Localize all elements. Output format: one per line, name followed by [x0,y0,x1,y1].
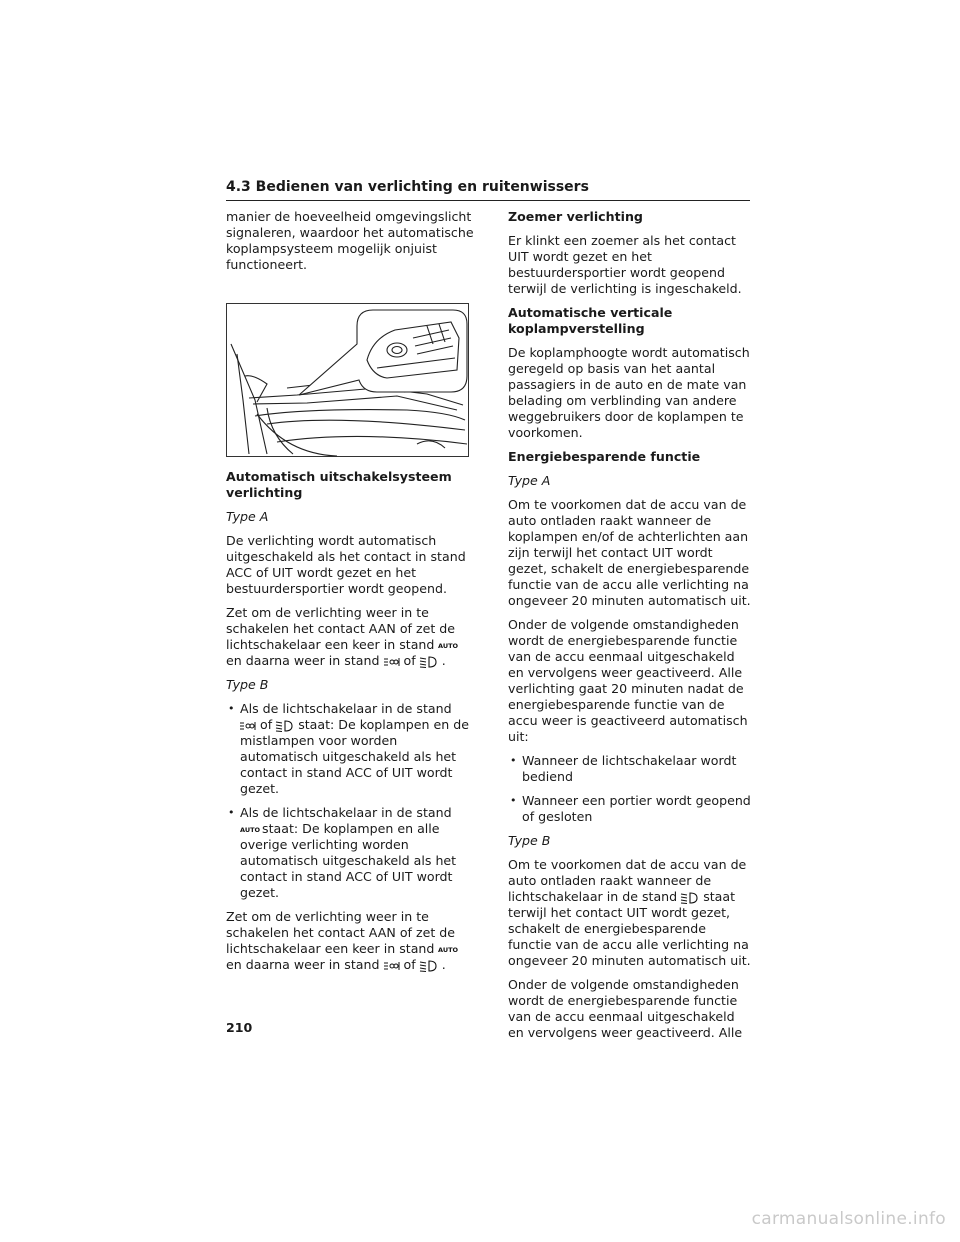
low-beam-icon [420,960,438,972]
text-fragment: of [260,717,273,732]
buzzer-paragraph: Er klinkt een zoemer als het contact UIT wordt gezet en het bestuurdersportier wordt geopend terwijl de verlichting is ingeschakeld. [508,233,742,296]
saver-list [508,753,752,825]
dashboard-sensor-illustration [227,304,470,458]
fog-light-icon [384,656,400,668]
text-fragment: . [441,957,446,972]
text-fragment: of [403,653,416,668]
left-column [226,209,476,981]
auto-icon [438,640,459,652]
auto-icon [240,824,261,836]
text-fragment: Als de lichtschakelaar in de stand [240,701,452,716]
type-b-label: Type B [226,677,269,692]
low-beam-icon [420,656,438,668]
saver-heading: Energiebesparende functie [508,449,701,464]
svg-text:AUTO: AUTO [438,946,459,954]
leveling-paragraph: De koplamphoogte wordt automatisch geregeld op basis van het aantal passagiers in de auto en de mate van belading om verblinding van andere weggebruikers door de koplampen te voorkomen. [508,345,750,440]
saver-b-paragraph-2: Onder de volgende omstandigheden wordt de energiebesparende functie van de accu eenmaal uitgeschakeld en vervolgens weer geactiveerd. Alle [508,977,743,1040]
headlamp-sensor-illustration [226,303,469,457]
fog-light-icon [240,720,256,732]
type-a-label: Type A [226,509,269,524]
text-fragment: . [441,653,446,668]
section-title: 4.3 Bedienen van verlichting en ruitenwissers [226,178,750,201]
text-fragment: Zet om de verlichting weer in te schakelen het contact AAN of zet de lichtschakelaar een keer in stand [226,909,455,956]
right-column [508,209,752,1049]
list-item: • Wanneer de lichtschakelaar wordt bediend [508,753,752,785]
watermark: carmanualsonline.info [751,1209,946,1229]
svg-text:AUTO: AUTO [438,642,459,650]
saver-b-paragraph-1 [508,857,752,969]
text-fragment: Om te voorkomen dat de accu van de auto ontladen raakt wanneer de lichtschakelaar in de stand [508,857,747,904]
text-fragment: of [403,957,416,972]
text-fragment: staat terwijl het contact UIT wordt gezet, schakelt de energiebesparende functie van de accu alle verlichting na ongeveer 20 minuten automatisch uit. [508,889,751,968]
text-fragment: Als de lichtschakelaar in de stand [240,805,452,820]
saver-type-b-label: Type B [508,833,551,848]
text-fragment: Zet om de verlichting weer in te schakelen het contact AAN of zet de lichtschakelaar een keer in stand [226,605,455,652]
intro-paragraph: manier de hoeveelheid omgevingslicht signaleren, waardoor het automatische koplampsysteem mogelijk onjuist functioneert. [226,209,474,272]
low-beam-icon [276,720,294,732]
text-fragment: en daarna weer in stand [226,957,380,972]
type-a-paragraph-1: De verlichting wordt automatisch uitgeschakeld als het contact in stand ACC of UIT wordt gezet en het bestuurdersportier wordt geopend. [226,533,466,596]
leveling-heading: Automatische verticale koplampverstelling [508,305,673,336]
auto-icon [438,944,459,956]
text-fragment: staat: De koplampen en de mistlampen voor worden automatisch uitgeschakeld als het contact in stand ACC of UIT wordt gezet. [240,717,469,796]
buzzer-heading: Zoemer verlichting [508,209,643,224]
type-a-paragraph-2 [226,605,476,669]
saver-a-paragraph-1: Om te voorkomen dat de accu van de auto ontladen raakt wanneer de koplampen en/of de achterlichten aan zijn terwijl het contact UIT wordt gezet, schakelt de energiebesparende functie van de accu alle verlichting na ongeveer 20 minuten automatisch uit. [508,497,751,608]
list-item [226,805,476,901]
svg-text:AUTO: AUTO [240,826,261,834]
list-item: • Wanneer een portier wordt geopend of gesloten [508,793,752,825]
type-b-list [226,701,476,901]
saver-type-a-label: Type A [508,473,551,488]
low-beam-icon [681,892,699,904]
saver-a-paragraph-2: Onder de volgende omstandigheden wordt de energiebesparende functie van de accu eenmaal uitgeschakeld en vervolgens weer geactiveerd. Alle verlichting gaat 20 minuten nadat de energiebesparende functie van de accu weer is geactiveerd automatisch uit: [508,617,748,744]
page-number: 210 [226,1020,253,1035]
type-b-paragraph [226,909,476,973]
text-fragment: staat: De koplampen en alle overige verlichting worden automatisch uitgeschakeld als het contact in stand ACC of UIT wordt gezet. [240,821,457,900]
text-fragment: en daarna weer in stand [226,653,380,668]
list-item [226,701,476,797]
auto-off-heading: Automatisch uitschakelsysteem verlichting [226,469,452,500]
fog-light-icon [384,960,400,972]
